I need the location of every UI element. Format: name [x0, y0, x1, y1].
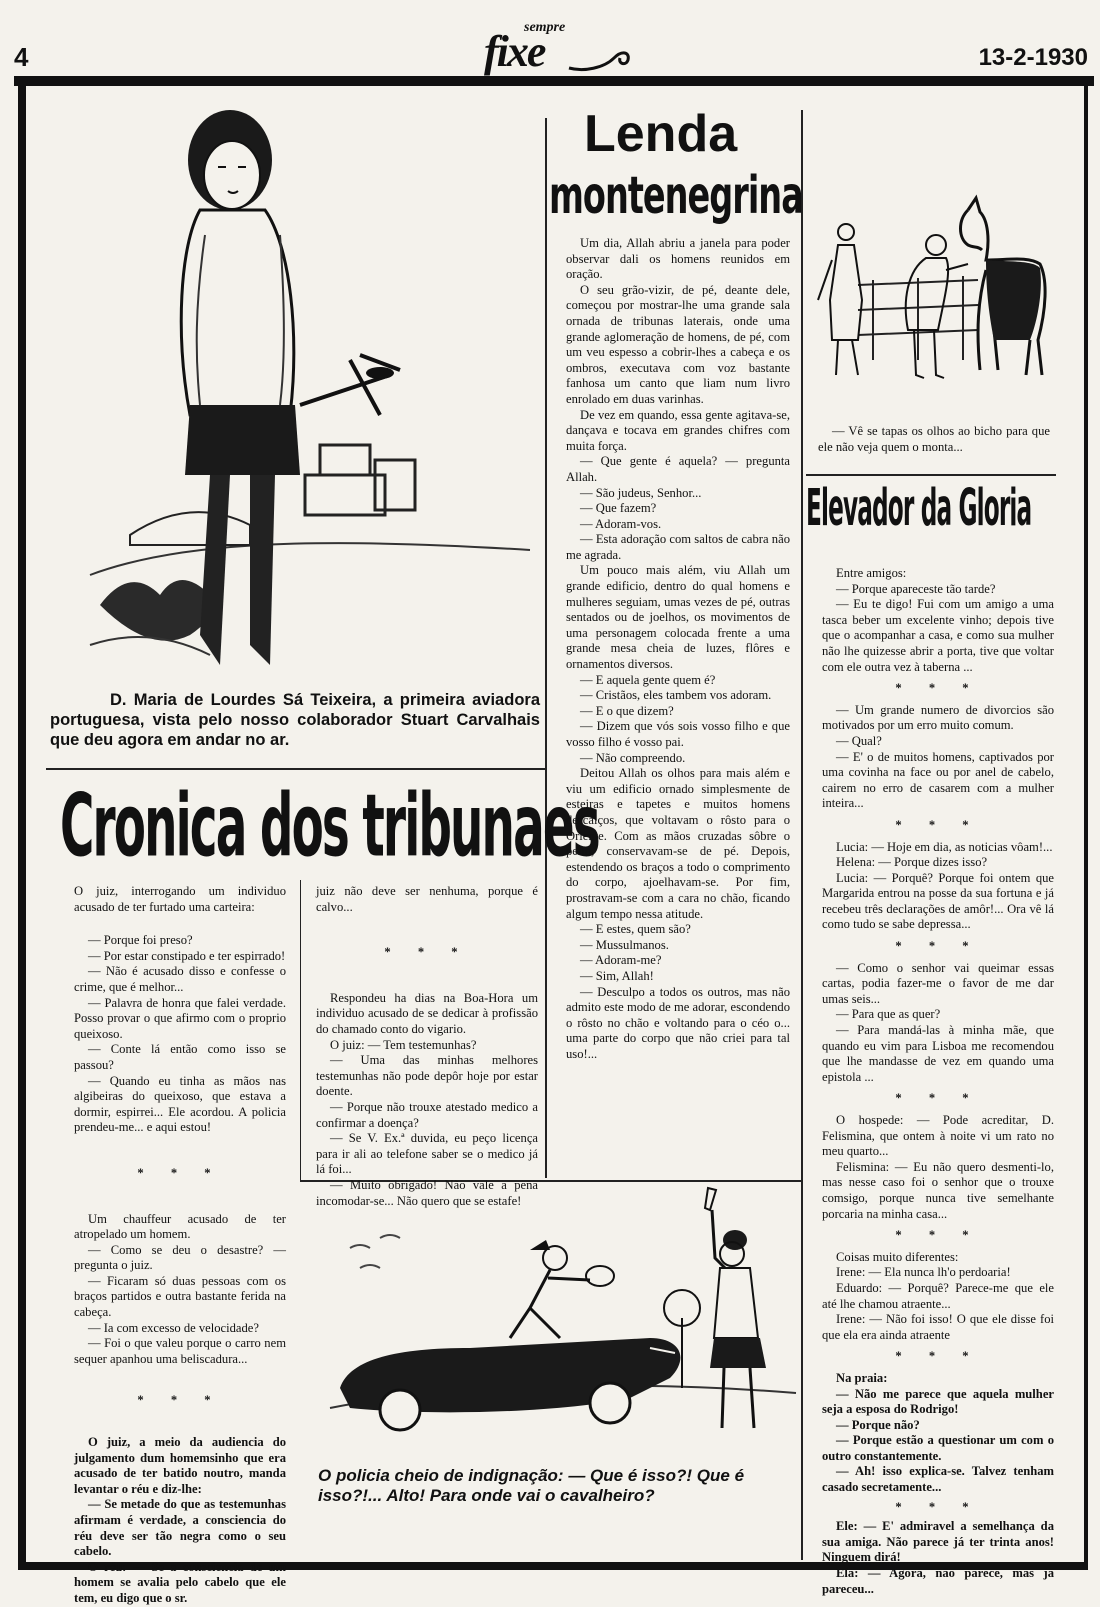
elevador-p22: Eduardo: — Porquê? Parece-me que ele até lhe chamou atraente...	[822, 1280, 1054, 1311]
elevador-p7: — E' o de muitos homens, captivados por uma covinha na face ou por anel de cabelo, cairem no erro de casarem com a mulher inteira...	[822, 749, 1054, 811]
elevador-p6: — Qual?	[836, 733, 882, 748]
cronica-column-2	[316, 884, 538, 1209]
elevador-p18: Felismina: — Eu não quero desmenti-lo, mas nesse caso foi o senhor que o trouxe comsigo, porque nunca tive semelhante porcaria na minha casa...	[822, 1159, 1054, 1221]
cronica-p5: — Palavra de honra que falei verdade. Posso provar o que afirmo com o proprio queixoso.	[74, 995, 286, 1041]
cronica-bold-story	[74, 1435, 286, 1607]
top-rule	[14, 76, 1094, 86]
photo-caption-text: D. Maria de Lourdes Sá Teixeira, a primeira aviadora portuguesa, vista pelo nosso colaborador Stuart Carvalhais que deu agora em andar no ar.	[50, 691, 540, 749]
lenda-p6: — Que fazem?	[580, 501, 657, 516]
cronica-divider-2: * * *	[137, 1393, 223, 1408]
cronica-p12: — Foi o que valeu porque o carro nem sequer apanhou uma beliscadura...	[74, 1336, 286, 1366]
lenda-column	[566, 236, 790, 1062]
lenda-p12: — E o que dizem?	[580, 703, 674, 718]
elevador-p17: O hospede: — Pode acreditar, D. Felismina, que ontem à noite vi um rato no meu quarto...	[822, 1113, 1054, 1159]
lenda-p17: — Mussulmanos.	[580, 937, 669, 952]
aviator-illustration	[90, 105, 530, 675]
elevador-p9: Lucia: — Hoje em dia, as noticias vôam!...	[836, 839, 1053, 854]
elevador-p3: — Eu te digo! Fui com um amigo a uma tasca beber um excelente vinho; depois tive que o acompanhar a casa, e como sua mulher não lhe quizesse abrir a porta, tive que voltar com ele outra vez à taberna ...	[822, 597, 1054, 674]
elevador-divider-7: * * *	[895, 1499, 981, 1514]
cronica-p9: — Como se deu o desastre? — pregunta o juiz.	[74, 1242, 286, 1273]
lenda-p11: — Cristãos, eles tambem vos adoram.	[580, 688, 772, 703]
elevador-b8: Ela: — Agora, não parece, mas já pareceu...	[822, 1566, 1054, 1596]
elevador-b2: — Não me parece que aquela mulher seja a esposa do Rodrigo!	[822, 1386, 1054, 1417]
elevador-p2: — Porque apareceste tão tarde?	[836, 581, 996, 596]
elevador-p15: — Para mandá-las à minha mãe, que quando eu vim para Lisboa me recomendou que lhe mandasse de vez em quando uma epistola ...	[822, 1023, 1054, 1084]
column-rule-right	[801, 110, 803, 1560]
elevador-divider-3: * * *	[895, 939, 981, 954]
elevador-p21: Irene: — Ela nunca lh'o perdoaria!	[836, 1265, 1011, 1280]
photo-caption	[50, 690, 540, 750]
horse-cartoon-caption: — Vê se tapas os olhos ao bicho para que ele não veja quem o monta...	[818, 424, 1050, 454]
elevador-p11: Lucia: — Porquê? Porque foi ontem que Margarida entrou na posse da sua fortuna e já recebeu três declarações de amôr!... Ora vê lá como tudo se sabe depressa...	[822, 870, 1054, 932]
elevador-p1: Entre amigos:	[836, 566, 907, 580]
car-cartoon-caption: O policia cheio de indignação: — Que é isso?! Que é isso?!... Alto! Para onde vai o cavalheiro?	[318, 1466, 745, 1505]
elevador-divider-5: * * *	[895, 1228, 981, 1243]
lenda-p18: — Adoram-me?	[580, 953, 662, 968]
elevador-b7: Ele: — E' admiravel a semelhança da sua amiga. Não parece já ter trinta anos! Ninguem dirá!	[822, 1519, 1054, 1565]
cronica-p3: — Por estar constipado e ter espirrado!	[88, 948, 286, 963]
elevador-p14: — Para que as quer?	[836, 1007, 941, 1022]
lenda-p1: Um dia, Allah abriu a janela para poder observar dali os homens reunidos em oração.	[566, 236, 790, 282]
page-number: 4	[14, 42, 29, 72]
lenda-p13: — Dizem que vós sois vosso filho e que vosso filho é vosso pai.	[566, 719, 790, 749]
elevador-divider-4: * * *	[895, 1091, 981, 1106]
elevador-p20: Coisas muito diferentes:	[836, 1249, 959, 1264]
cronica-p7: — Quando eu tinha as mãos nas algibeiras do queixoso, que estava a dormir, espirrei... Ele acordou. A policia prendeu-me... e aqui estou!	[74, 1073, 286, 1135]
cronica-c2-p6: — Se V. Ex.ª duvida, eu peço licença para ir ali ao telefone saber se o medico já lá foi...	[316, 1131, 538, 1177]
elevador-divider-6: * * *	[895, 1349, 981, 1364]
cronica-c2-divider: * * *	[384, 945, 470, 960]
cronica-column-1	[74, 884, 286, 1607]
cronica-bold-p2: — Se metade do que as testemunhas afirmam é verdade, a consciencia do réu deve ser tão negra como o seu cabelo.	[74, 1497, 286, 1559]
cronica-c2-p3: O juiz: — Tem testemunhas?	[330, 1037, 477, 1052]
column-rule-cronica	[300, 880, 301, 1180]
lenda-p3: De vez em quando, essa gente agitava-se, dançava e tocava em grandes chifres com muita força.	[566, 407, 790, 453]
lenda-p2: O seu grão-vizir, de pé, deante dele, começou por mostrar-lhe uma grande sala ornada de tribunas laterais, onde uma grande aglomeração de homens, de pé, com um veu espesso a cobrir-lhes a cabeça e os ombros, executava com voz bastante fanhosa um canto que liam num livro enrolado em duas varinhas.	[566, 282, 790, 406]
elevador-bold-block	[822, 1371, 1054, 1597]
elevador-title: Elevador da Gloria	[806, 478, 1032, 539]
issue-date: 13-2-1930	[978, 44, 1088, 71]
cronica-bold-p3: O réu: — Se a consciencia de um homem se avalia pelo cabelo que ele tem, eu digo que o sr.	[74, 1559, 286, 1605]
logo-swash-icon	[564, 38, 634, 74]
masthead	[0, 0, 1100, 78]
lenda-p14: — Não compreendo.	[580, 750, 686, 765]
elevador-b3: — Porque não?	[836, 1417, 920, 1432]
cronica-c2-p5: — Porque não trouxe atestado medico a confirmar a doença?	[316, 1099, 538, 1130]
cronica-c2-p4: — Uma das minhas melhores testemunhas não pode depôr hoje por estar doente.	[316, 1053, 538, 1099]
elevador-b4: — Porque estão a questionar um com o outro constantemente.	[822, 1433, 1054, 1463]
cronica-bold-p1: O juiz, a meio da audiencia do julgamento dum homemsinho que era acusado de ter batido noutro, manda levantar o réu e diz-lhe:	[74, 1435, 286, 1496]
cronica-divider-1: * * *	[137, 1165, 223, 1180]
newspaper-logo	[484, 20, 634, 76]
cronica-c2-p7: — Muito obrigado! Não vale a pena incomodar-se... Não quero que se estafe!	[316, 1177, 538, 1208]
logo-sempre: sempre	[524, 20, 566, 35]
lenda-title-line2: montenegrina	[549, 165, 803, 226]
cronica-c2-p2: Respondeu ha dias na Boa-Hora um individuo acusado de se dedicar à profissão do chamado conto do vigario.	[316, 990, 538, 1036]
lenda-p4: — Que gente é aquela? — pregunta Allah.	[566, 454, 790, 484]
elevador-b5: — Ah! isso explica-se. Talvez tenham casado secretamente...	[822, 1464, 1054, 1495]
elevador-p13: — Como o senhor vai queimar essas cartas, podia fazer-me o favor de me dar umas seis...	[822, 960, 1054, 1006]
cronica-p11: — Ia com excesso de velocidade?	[88, 1320, 259, 1335]
elevador-divider-2: * * *	[895, 817, 981, 832]
lenda-p20: — Desculpo a todos os outros, mas não admito este modo de me adorar, escondendo o rôsto no chão e voltando para o céo o... uma parte do corpo que não criei para tal uso!...	[566, 984, 790, 1061]
column-rule-main	[545, 118, 547, 1178]
elevador-column	[822, 566, 1054, 1597]
horse-cartoon-illustration	[818, 190, 1058, 410]
elevador-b1: Na praia:	[836, 1370, 888, 1385]
lenda-p5: — São judeus, Senhor...	[580, 485, 702, 500]
lenda-p9: Um pouco mais além, viu Allah um grande edificio, dentro do qual homens e mulheres seguiam, umas vezes de pé, outras sentados ou de joelhos, os movimentos de uma personagem colocada frente a uma grande mesa cheia de luzes, flôres e ornamentos diversos.	[566, 563, 790, 672]
cronica-p1: O juiz, interrogando um individuo acusado de ter furtado uma carteira:	[74, 884, 286, 914]
lenda-p8: — Esta adoração com saltos de cabra não me agrada.	[566, 532, 790, 562]
cronica-title: Cronica dos tribunaes	[60, 776, 599, 877]
car-policeman-cartoon-illustration	[310, 1188, 796, 1464]
lenda-p7: — Adoram-vos.	[580, 516, 662, 531]
cronica-p10: — Ficaram só duas pessoas com os braços partidos e outra bastante ferida na cabeça.	[74, 1273, 286, 1320]
elevador-p23: Irene: — Não foi isso! O que ele disse foi que ela era ainda atraente	[822, 1312, 1054, 1342]
elevador-divider-1: * * *	[895, 681, 981, 696]
rule-under-caption	[46, 768, 546, 770]
cronica-p4: — Não é acusado disso e confesse o crime, que é melhor...	[74, 964, 286, 994]
cronica-c2-p1: juiz não deve ser nenhuma, porque é calvo...	[316, 884, 538, 914]
logo-fixe: fixe	[484, 27, 545, 76]
elevador-p10: Helena: — Porque dizes isso?	[836, 855, 988, 870]
cronica-p6: — Conte lá então como isso se passou?	[74, 1042, 286, 1072]
cronica-p8: Um chauffeur acusado de ter atropelado um homem.	[74, 1211, 286, 1242]
rule-under-horse	[806, 474, 1056, 476]
elevador-p5: — Um grande numero de divorcios são motivados por um erro muito comum.	[822, 702, 1054, 733]
lenda-p19: — Sim, Allah!	[580, 968, 654, 983]
lenda-p16: — E estes, quem são?	[580, 922, 691, 937]
cronica-p2: — Porque foi preso?	[88, 933, 193, 948]
lenda-title-line1: Lenda	[584, 105, 738, 163]
lenda-p10: — E aquela gente quem é?	[580, 672, 716, 687]
lenda-p15: Deitou Allah os olhos para mais além e viu um edificio ornado simplesmente de esteiras e tapetes e muitos homens descalços, que voltavam o rôsto para o Oriente. Com as mãos cruzadas sôbre o peito, conservavam-se de pé. Depois, estendendo os braços a todo o comprimento do corpo, ajoelhavam-se. Por fim, prostravam-se com a cara no chão, ficando algum tempo nessa atitude.	[566, 766, 790, 921]
